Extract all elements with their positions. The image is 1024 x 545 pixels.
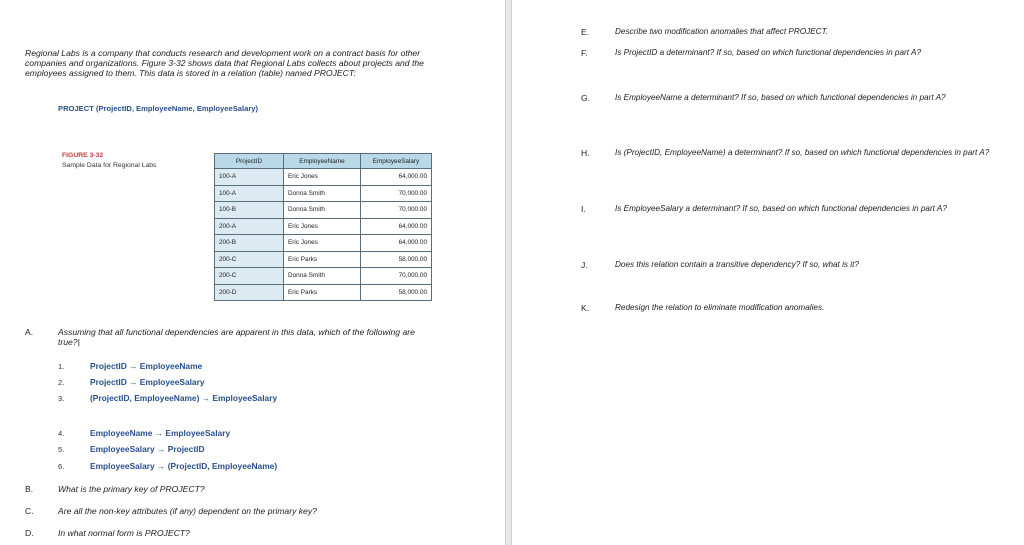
cell: 200-D [215, 284, 284, 301]
fd-item: EmployeeSalary → (ProjectID, EmployeeName) [90, 461, 278, 471]
cell: Eric Jones [284, 169, 361, 186]
cell: 200-C [215, 268, 284, 285]
table-row [215, 268, 432, 285]
figure-caption: Sample Data for Regional Labs [62, 162, 157, 169]
fd-item: ProjectID → EmployeeName [90, 361, 203, 371]
question-label: C. [25, 506, 34, 516]
cell: Eric Jones [284, 235, 361, 252]
question-text: Is ProjectID a determinant? If so, based on which functional dependencies in part A? [615, 48, 921, 57]
figure-title: FIGURE 3-32 [62, 152, 104, 159]
question-label: J. [581, 260, 588, 270]
cell: 100-A [215, 185, 284, 202]
table-row [215, 185, 432, 202]
question-text: Describe two modification anomalies that affect PROJECT. [615, 27, 829, 36]
fd-item: EmployeeName → EmployeeSalary [90, 428, 231, 438]
question-label: B. [25, 484, 34, 494]
question-text: Redesign the relation to eliminate modification anomalies. [615, 303, 825, 312]
fd-item: ProjectID → EmployeeSalary [90, 377, 205, 387]
cell: 200-A [215, 218, 284, 235]
cell: 70,000.00 [361, 268, 432, 285]
left-page [0, 0, 505, 545]
fd-number: 2. [58, 378, 65, 387]
fd-item: EmployeeSalary → ProjectID [90, 444, 205, 454]
question-label: D. [25, 528, 34, 538]
question-label: F. [581, 48, 588, 58]
cell: Eric Parks [284, 251, 361, 268]
cell: 200-B [215, 235, 284, 252]
cell: 64,000.00 [361, 235, 432, 252]
table-row [215, 202, 432, 219]
question-text: Does this relation contain a transitive dependency? If so, what is it? [615, 260, 859, 269]
question-label: K. [581, 303, 590, 313]
question-text: Is EmployeeSalary a determinant? If so, based on which functional dependencies in part A? [615, 204, 947, 213]
question-label: I. [581, 204, 586, 214]
cell: 100-A [215, 169, 284, 186]
question-text: Assuming that all functional dependencies are apparent in this data, which of the following are true?| [58, 327, 415, 347]
table-header: ProjectID [215, 154, 284, 169]
table-row [215, 235, 432, 252]
fd-number: 4. [58, 429, 65, 438]
cell: 70,000.00 [361, 202, 432, 219]
question-label: E. [581, 27, 590, 37]
question-label: H. [581, 148, 590, 158]
cell: Donna Smith [284, 202, 361, 219]
question-text: Is EmployeeName a determinant? If so, based on which functional dependencies in part A? [615, 93, 946, 102]
cell: Eric Jones [284, 218, 361, 235]
table-header: EmployeeSalary [361, 154, 432, 169]
cell: 58,000.00 [361, 284, 432, 301]
cell: Eric Parks [284, 284, 361, 301]
question-text: In what normal form is PROJECT? [58, 528, 190, 538]
project-table [214, 153, 432, 301]
table-header: EmployeeName [284, 154, 361, 169]
page-divider [505, 0, 512, 545]
intro-paragraph: Regional Labs is a company that conducts research and development work on a contract basis for other companies and organizations. Figure 3-32 shows data that Regional Labs collects about projects and the employees assigned to them. This data is stored in a relation (table) named PROJECT: [25, 48, 424, 78]
relation-schema: PROJECT (ProjectID, EmployeeName, EmployeeSalary) [58, 104, 259, 113]
fd-number: 1. [58, 362, 65, 371]
table-row [215, 251, 432, 268]
cell: 64,000.00 [361, 218, 432, 235]
fd-item: (ProjectID, EmployeeName) → EmployeeSalary [90, 393, 278, 403]
question-label: A. [25, 327, 34, 337]
table-row [215, 218, 432, 235]
question-text: Are all the non-key attributes (if any) dependent on the primary key? [58, 506, 317, 516]
fd-number: 3. [58, 394, 65, 403]
cell: 64,000.00 [361, 169, 432, 186]
table-row [215, 169, 432, 186]
table-row [215, 284, 432, 301]
question-text: What is the primary key of PROJECT? [58, 484, 205, 494]
question-text: Is (ProjectID, EmployeeName) a determinant? If so, based on which functional dependencies in part A? [615, 148, 990, 157]
cell: Donna Smith [284, 185, 361, 202]
cell: 70,000.00 [361, 185, 432, 202]
question-label: G. [581, 93, 591, 103]
fd-number: 6. [58, 462, 65, 471]
cell: 58,000.00 [361, 251, 432, 268]
fd-number: 5. [58, 445, 65, 454]
cell: Donna Smith [284, 268, 361, 285]
cell: 200-C [215, 251, 284, 268]
right-page [512, 0, 1024, 545]
cell: 100-B [215, 202, 284, 219]
